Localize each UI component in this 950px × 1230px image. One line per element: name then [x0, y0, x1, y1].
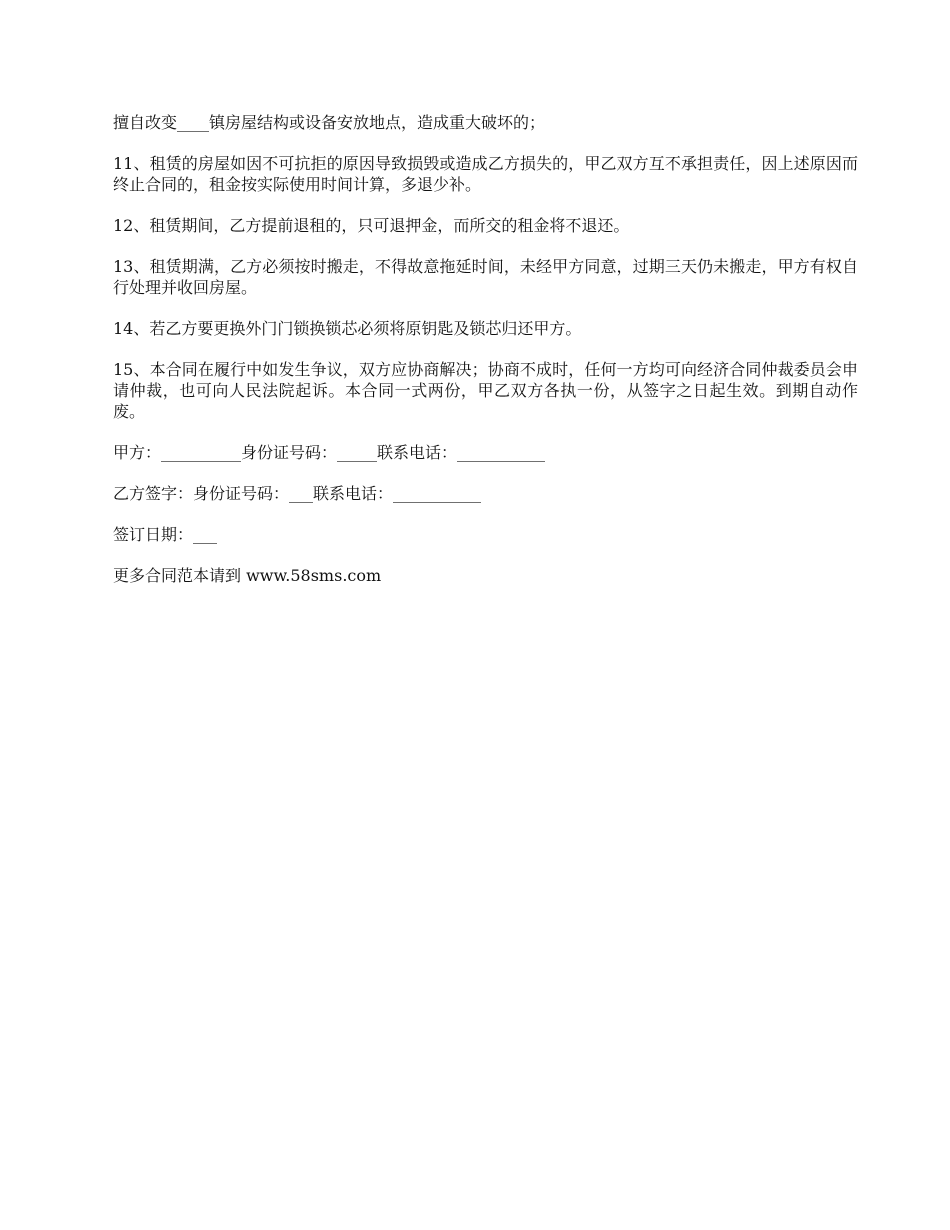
clause-11: 11、租赁的房屋如因不可抗拒的原因导致损毁或造成乙方损失的，甲乙双方互不承担责任，因上述原因而终止合同的，租金按实际使用时间计算，多退少补。 — [113, 154, 858, 194]
party-a-signature-line: 甲方：__________身份证号码：_____联系电话：___________ — [113, 443, 546, 462]
document-page — [113, 112, 858, 606]
clause-15: 15、本合同在履行中如发生争议，双方应协商解决；协商不成时，任何一方均可向经济合同仲裁委员会申请仲裁，也可向人民法院起诉。本合同一式两份，甲乙双方各执一份，从签字之日起生效。到期自动作废。 — [113, 360, 858, 421]
party-b-signature-line: 乙方签字：身份证号码：___联系电话：___________ — [113, 484, 482, 503]
clause-14: 14、若乙方要更换外门门锁换锁芯必须将原钥匙及锁芯归还甲方。 — [113, 319, 582, 338]
clause-13: 13、租赁期满，乙方必须按时搬走，不得故意拖延时间，未经甲方同意，过期三天仍未搬走，甲方有权自行处理并收回房屋。 — [113, 257, 858, 297]
clause-10-continuation: 擅自改变____镇房屋结构或设备安放地点，造成重大破坏的； — [113, 113, 546, 132]
footer-promo-text: 更多合同范本请到 www.58sms.com — [113, 566, 382, 585]
clause-12: 12、租赁期间，乙方提前退租的，只可退押金，而所交的租金将不退还。 — [113, 216, 630, 235]
signing-date-line: 签订日期：___ — [113, 525, 218, 544]
